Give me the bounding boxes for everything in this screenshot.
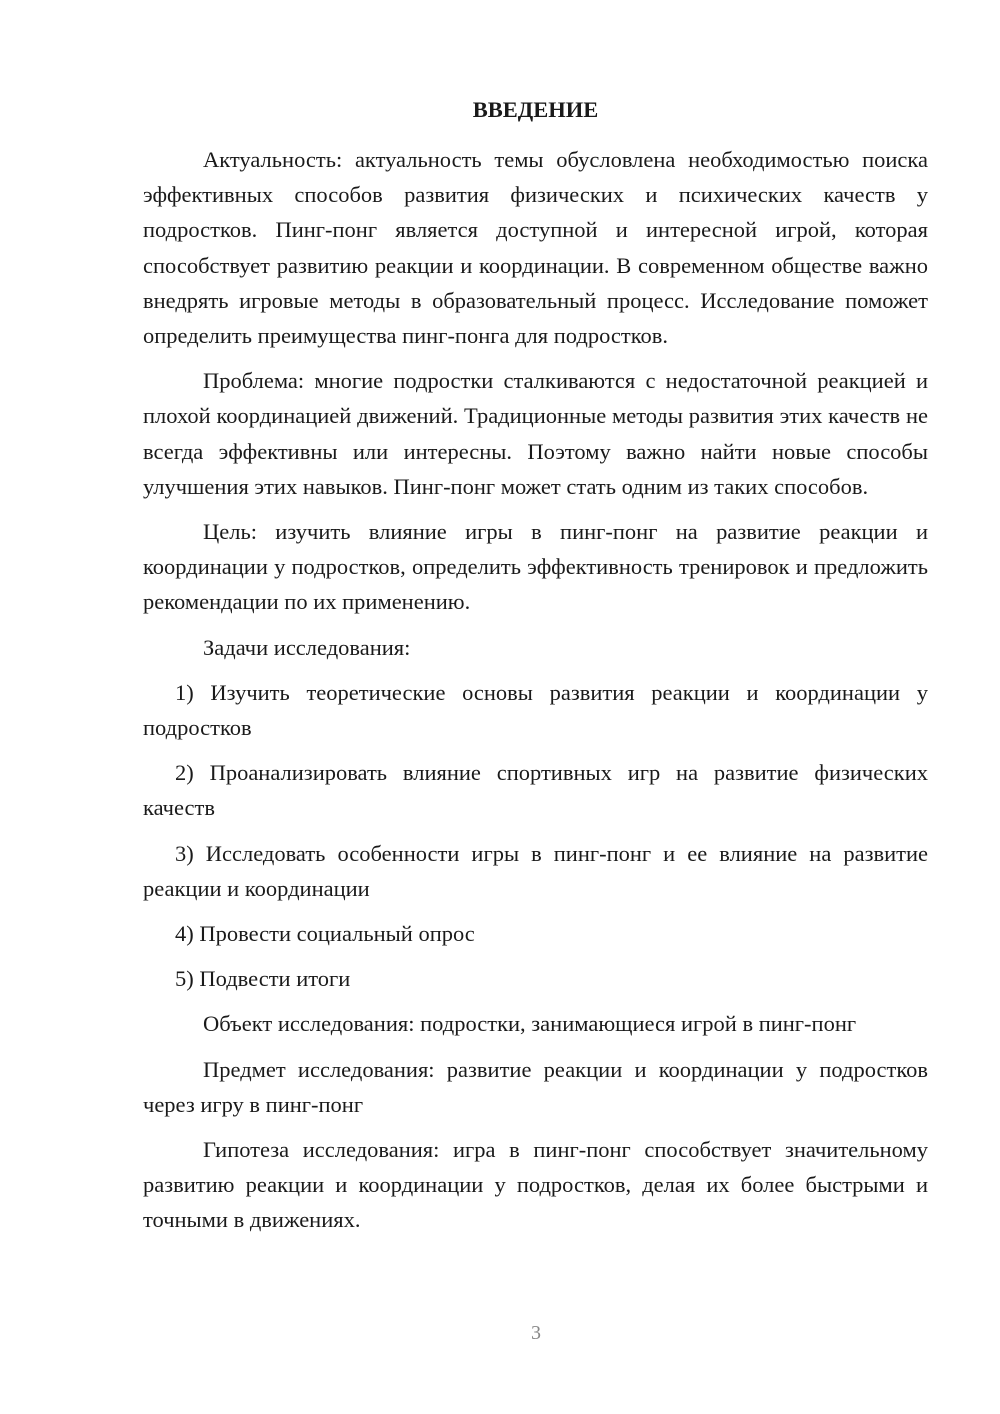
task-item-3: 3) Исследовать особенности игры в пинг-понг и ее влияние на развитие реакции и координации (143, 840, 928, 901)
research-subject-paragraph: Предмет исследования: развитие реакции и координации у подростков через игру в пинг-понг (143, 1056, 928, 1117)
hypothesis-paragraph: Гипотеза исследования: игра в пинг-понг способствует значительному развитию реакции и координации у подростков, делая их более быстрыми и точными в движениях. (143, 1137, 928, 1233)
task-item-1: 1) Изучить теоретические основы развития реакции и координации у подростков (143, 679, 928, 741)
section-title: ВВЕДЕНИЕ (472, 97, 599, 122)
problem-paragraph: Проблема: многие подростки сталкиваются с недостаточной реакцией и плохой координацией движений. Традиционные методы развития этих качеств не всегда эффективны или интересны. Поэтому важно найти новые способы улучшения этих навыков. Пинг-понг может стать одним из таких способов. (143, 368, 928, 499)
page-number: 3 (531, 1322, 541, 1344)
goal-paragraph: Цель: изучить влияние игры в пинг-понг на развитие реакции и координации у подростков, определить эффективность тренировок и предложить рекомендации по их применению. (143, 519, 928, 615)
relevance-paragraph: Актуальность: актуальность темы обусловлена необходимостью поиска эффективных способов развития физических и психических качеств у подростков. Пинг-понг является доступной и интересной игрой, которая способствует развитию реакции и координации. В современном обществе важно внедрять игровые методы в образовательный процесс. Исследование поможет определить преимущества пинг-понга для подростков. (143, 147, 928, 349)
task-item-4: 4) Провести социальный опрос (175, 921, 475, 947)
research-object-paragraph: Объект исследования: подростки, занимающиеся игрой в пинг-понг (203, 1011, 857, 1037)
task-item-5: 5) Подвести итоги (175, 966, 351, 992)
task-item-2: 2) Проанализировать влияние спортивных игр на развитие физических качеств (143, 760, 928, 821)
page-content (143, 92, 928, 1248)
tasks-heading: Задачи исследования: (203, 634, 411, 660)
